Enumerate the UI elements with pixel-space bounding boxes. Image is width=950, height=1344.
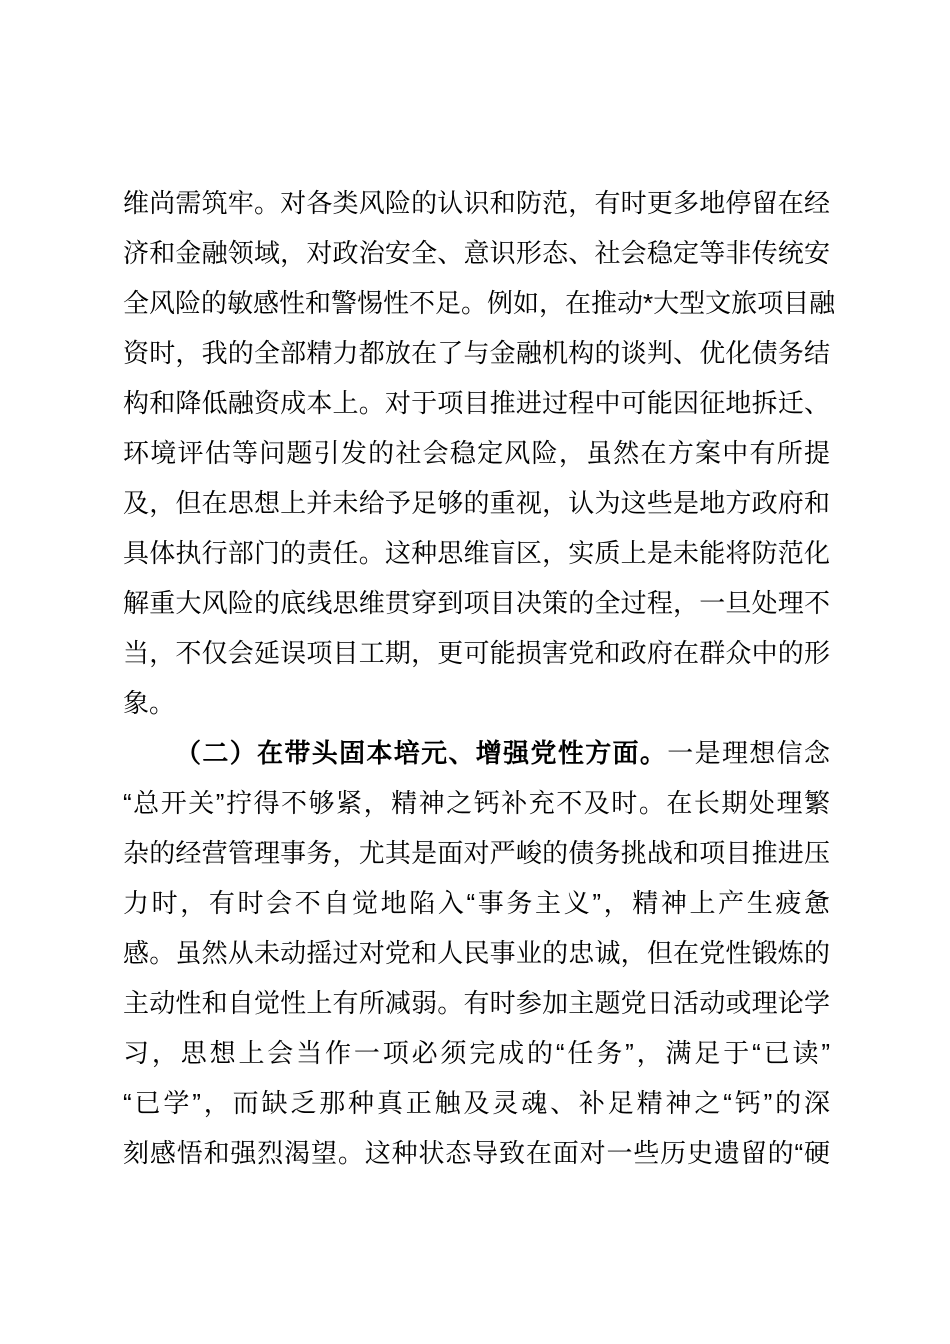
text-segment: 构和降低融资成本上。对于项目推进过程中可能因征地拆迁、 xyxy=(123,388,830,418)
text-segment: 维尚需筑牢。对各类风险的认识和防范，有时更多地停留在经 xyxy=(123,188,830,218)
text-segment: 全风险的敏感性和警惕性不足。例如，在推动*大型文旅项目融 xyxy=(123,288,836,318)
document-text-block xyxy=(123,178,836,1178)
text-segment: 杂的经营管理事务，尤其是面对严峻的债务挑战和项目推进压 xyxy=(123,838,830,868)
text-segment: 济和金融领域，对政治安全、意识形态、社会稳定等非传统安 xyxy=(123,238,830,268)
text-segment: 刻感悟和强烈渴望。这种状态导致在面对一些历史遗留的“硬 xyxy=(123,1138,830,1168)
text-line-11 xyxy=(123,678,830,728)
text-segment: 资时，我的全部精力都放在了与金融机构的谈判、优化债务结 xyxy=(123,338,830,368)
text-line-12 xyxy=(123,728,830,778)
text-segment: 环境评估等问题引发的社会稳定风险，虽然在方案中有所提 xyxy=(123,438,830,468)
text-line-14 xyxy=(123,828,830,878)
text-line-16 xyxy=(123,928,830,978)
text-segment: “已学”，而缺乏那种真正触及灵魂、补足精神之“钙”的深 xyxy=(123,1088,830,1118)
text-line-1 xyxy=(123,178,830,228)
text-line-17 xyxy=(123,978,830,1028)
text-segment: 主动性和自觉性上有所减弱。有时参加主题党日活动或理论学 xyxy=(123,988,830,1018)
text-segment: 感。虽然从未动摇过对党和人民事业的忠诚，但在党性锻炼的 xyxy=(123,938,830,968)
text-line-8 xyxy=(123,528,830,578)
text-segment: 象。 xyxy=(123,688,176,718)
text-segment: 习，思想上会当作一项必须完成的“任务”，满足于“已读” xyxy=(123,1038,830,1068)
text-line-20 xyxy=(123,1128,830,1178)
text-segment: 及，但在思想上并未给予足够的重视，认为这些是地方政府和 xyxy=(123,488,830,518)
text-line-18 xyxy=(123,1028,830,1078)
text-line-3 xyxy=(123,278,836,328)
text-line-2 xyxy=(123,228,830,278)
text-line-5 xyxy=(123,378,830,428)
text-segment: 力时，有时会不自觉地陷入“事务主义”，精神上产生疲惫 xyxy=(123,888,830,918)
text-segment: “总开关”拧得不够紧，精神之钙补充不及时。在长期处理繁 xyxy=(123,788,830,818)
text-line-10 xyxy=(123,628,830,678)
text-line-7 xyxy=(123,478,830,528)
text-line-9 xyxy=(123,578,830,628)
text-segment: 一是理想信念 xyxy=(667,738,830,768)
text-line-6 xyxy=(123,428,830,478)
text-line-4 xyxy=(123,328,830,378)
bold-text-segment: （二）在带头固本培元、增强党性方面。 xyxy=(175,738,668,768)
text-line-19 xyxy=(123,1078,830,1128)
text-segment: 解重大风险的底线思维贯穿到项目决策的全过程，一旦处理不 xyxy=(123,588,830,618)
text-segment: 当，不仅会延误项目工期，更可能损害党和政府在群众中的形 xyxy=(123,638,830,668)
text-segment: 具体执行部门的责任。这种思维盲区，实质上是未能将防范化 xyxy=(123,538,830,568)
text-line-13 xyxy=(123,778,830,828)
text-line-15 xyxy=(123,878,830,928)
